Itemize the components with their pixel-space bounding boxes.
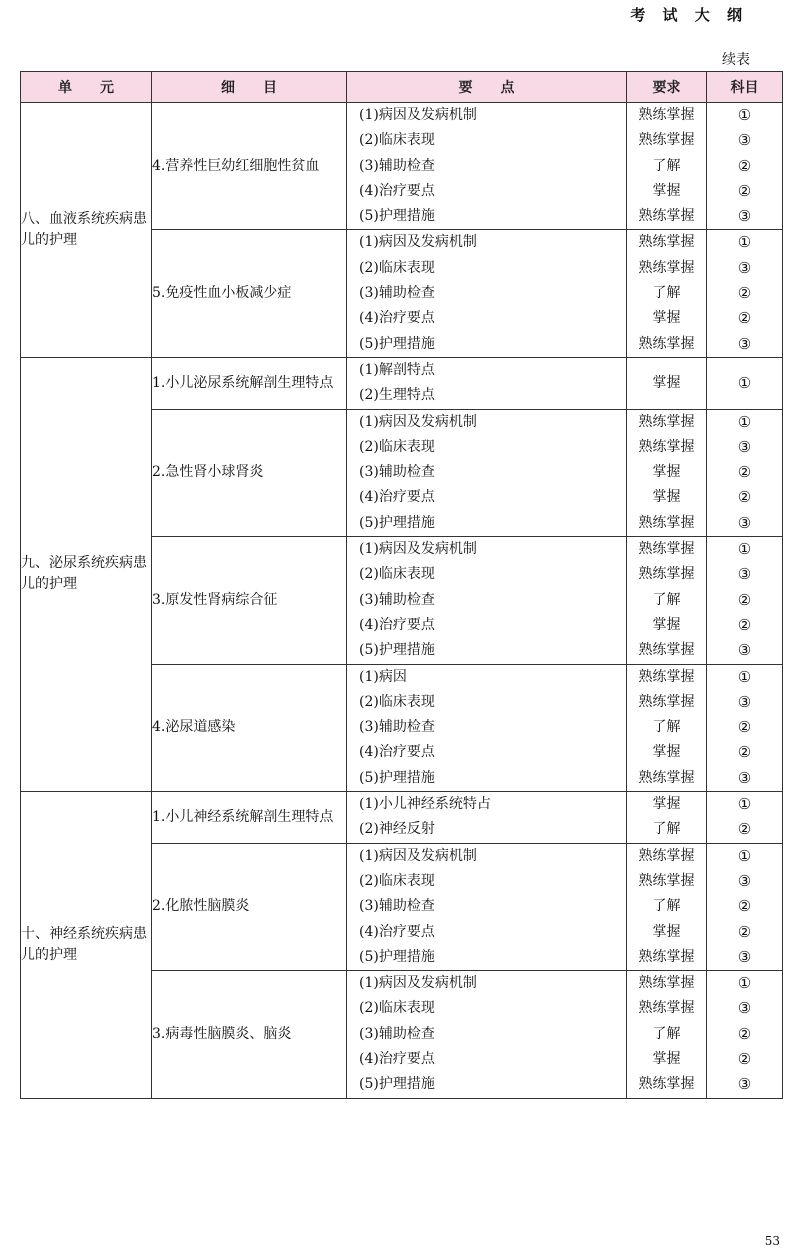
requirement-line: 了解 [652, 1025, 681, 1042]
item-cell: 4.泌尿道感染 [152, 664, 347, 791]
requirement-line: 熟练掌握 [638, 234, 695, 251]
point-line: (4)治疗要点 [359, 616, 435, 633]
subject-line: ① [737, 667, 752, 686]
point-line: (2)临床表现 [359, 1000, 435, 1017]
subject-line: ③ [737, 565, 752, 584]
requirement-cell [627, 537, 707, 664]
subject-line: ③ [737, 131, 752, 150]
column-header-item: 细 目 [152, 72, 347, 103]
subject-line: ③ [737, 768, 752, 787]
point-line: (4)治疗要点 [359, 744, 435, 761]
subject-line: ① [737, 106, 752, 124]
requirement-line: 掌握 [652, 310, 681, 327]
point-line: (1)病因及发病机制 [359, 847, 477, 864]
requirement-line: 熟练掌握 [638, 1076, 695, 1093]
point-line: (2)临床表现 [359, 259, 435, 276]
requirement-line: 熟练掌握 [638, 1000, 695, 1017]
points-cell [347, 409, 627, 536]
point-line: (4)治疗要点 [359, 489, 435, 506]
requirement-line: 掌握 [652, 1050, 681, 1067]
point-line: (4)治疗要点 [359, 1050, 435, 1067]
point-line: (2)临床表现 [359, 566, 435, 583]
subject-line: ② [737, 615, 752, 634]
requirement-line: 掌握 [652, 923, 681, 940]
requirement-line: 熟练掌握 [638, 566, 695, 583]
subject-line: ② [737, 743, 752, 762]
point-line: (4)治疗要点 [359, 310, 435, 327]
requirement-cell [627, 843, 707, 970]
point-line: (1)病因及发病机制 [359, 975, 477, 992]
item-cell: 3.原发性肾病综合征 [152, 537, 347, 664]
subject-line: ② [737, 590, 752, 609]
subject-line: ② [737, 156, 752, 175]
point-line: (5)护理措施 [359, 208, 435, 225]
item-cell: 2.急性肾小球肾炎 [152, 409, 347, 536]
column-header-unit: 单 元 [21, 72, 152, 103]
subject-line: ② [737, 181, 752, 200]
requirement-line: 熟练掌握 [638, 438, 695, 455]
subject-line: ① [737, 795, 752, 814]
subject-line: ① [737, 373, 752, 392]
requirement-line: 熟练掌握 [638, 872, 695, 889]
point-line: (3)辅助检查 [359, 1025, 435, 1042]
requirement-line: 熟练掌握 [638, 975, 695, 992]
requirement-cell [627, 971, 707, 1098]
subject-line: ① [737, 540, 752, 559]
subject-line: ② [737, 1049, 752, 1068]
requirement-cell [627, 230, 707, 357]
continued-label: 续表 [722, 52, 750, 68]
item-cell: 4.营养性巨幼红细胞性贫血 [152, 103, 347, 230]
point-line: (1)小儿神经系统特占 [359, 796, 491, 813]
requirement-cell [627, 664, 707, 791]
unit-cell: 八、血液系统疾病患儿的护理 [21, 103, 152, 358]
point-line: (5)护理措施 [359, 642, 435, 659]
subject-line: ③ [737, 437, 752, 456]
point-line: (3)辅助检查 [359, 898, 435, 915]
subject-line: ③ [737, 999, 752, 1018]
requirement-line: 熟练掌握 [638, 693, 695, 710]
requirement-line: 熟练掌握 [638, 107, 695, 123]
point-line: (2)临床表现 [359, 693, 435, 710]
point-line: (5)护理措施 [359, 514, 435, 531]
subject-line: ① [737, 412, 752, 431]
requirement-line: 了解 [652, 157, 681, 174]
requirement-line: 熟练掌握 [638, 132, 695, 149]
point-line: (1)病因及发病机制 [359, 413, 477, 430]
subject-cell [707, 843, 783, 970]
table-row [21, 792, 783, 844]
requirement-line: 掌握 [652, 744, 681, 761]
column-header-points: 要 点 [347, 72, 627, 103]
points-cell [347, 971, 627, 1098]
subject-line: ③ [737, 1075, 752, 1094]
subject-line: ② [737, 897, 752, 916]
subject-line: ③ [737, 641, 752, 660]
point-line: (1)病因及发病机制 [359, 107, 477, 123]
subject-line: ③ [737, 258, 752, 277]
point-line: (2)神经反射 [359, 821, 435, 838]
point-line: (1)解剖特点 [359, 361, 435, 378]
requirement-line: 熟练掌握 [638, 335, 695, 352]
subject-line: ① [737, 233, 752, 252]
requirement-line: 了解 [652, 591, 681, 608]
requirement-line: 掌握 [652, 182, 681, 199]
unit-cell: 十、神经系统疾病患儿的护理 [21, 792, 152, 1099]
subject-line: ② [737, 488, 752, 507]
column-header-requirement: 要求 [627, 72, 707, 103]
item-cell: 5.免疫性血小板减少症 [152, 230, 347, 357]
points-cell [347, 103, 627, 230]
point-line: (3)辅助检查 [359, 591, 435, 608]
requirement-cell [627, 792, 707, 844]
item-cell: 1.小儿泌尿系统解剖生理特点 [152, 357, 347, 409]
requirement-cell [627, 103, 707, 230]
item-cell: 1.小儿神经系统解剖生理特点 [152, 792, 347, 844]
points-cell [347, 357, 627, 409]
subject-line: ② [737, 309, 752, 328]
requirement-line: 熟练掌握 [638, 847, 695, 864]
subject-line: ③ [737, 947, 752, 966]
item-cell: 3.病毒性脑膜炎、脑炎 [152, 971, 347, 1098]
table-header-row [21, 72, 783, 103]
points-cell [347, 537, 627, 664]
syllabus-table [20, 71, 783, 1099]
point-line: (2)临床表现 [359, 872, 435, 889]
points-cell [347, 664, 627, 791]
subject-cell [707, 664, 783, 791]
requirement-line: 熟练掌握 [638, 769, 695, 786]
requirement-line: 了解 [652, 898, 681, 915]
requirement-line: 掌握 [652, 464, 681, 481]
subject-cell [707, 971, 783, 1098]
requirement-line: 熟练掌握 [638, 948, 695, 965]
points-cell [347, 792, 627, 844]
requirement-line: 掌握 [652, 796, 681, 813]
requirement-line: 熟练掌握 [638, 208, 695, 225]
subject-line: ③ [737, 207, 752, 226]
point-line: (2)临床表现 [359, 132, 435, 149]
requirement-line: 熟练掌握 [638, 259, 695, 276]
column-header-subject: 科目 [707, 72, 783, 103]
subject-cell [707, 357, 783, 409]
requirement-line: 熟练掌握 [638, 668, 695, 685]
requirement-line: 熟练掌握 [638, 514, 695, 531]
subject-line: ③ [737, 513, 752, 532]
subject-cell [707, 792, 783, 844]
item-cell: 2.化脓性脑膜炎 [152, 843, 347, 970]
unit-cell: 九、泌尿系统疾病患儿的护理 [21, 357, 152, 791]
requirement-line: 熟练掌握 [638, 413, 695, 430]
table-row [21, 103, 783, 230]
point-line: (2)生理特点 [359, 387, 435, 404]
subject-line: ② [737, 284, 752, 303]
point-line: (5)护理措施 [359, 948, 435, 965]
requirement-line: 掌握 [652, 374, 681, 391]
requirement-line: 了解 [652, 285, 681, 302]
table-body [21, 103, 783, 1099]
subject-cell [707, 409, 783, 536]
requirement-line: 熟练掌握 [638, 642, 695, 659]
requirement-line: 掌握 [652, 489, 681, 506]
subject-line: ③ [737, 692, 752, 711]
point-line: (3)辅助检查 [359, 157, 435, 174]
point-line: (1)病因 [359, 668, 407, 685]
requirement-line: 熟练掌握 [638, 541, 695, 558]
point-line: (4)治疗要点 [359, 923, 435, 940]
subject-line: ① [737, 974, 752, 993]
point-line: (3)辅助检查 [359, 719, 435, 736]
point-line: (2)临床表现 [359, 438, 435, 455]
subject-line: ② [737, 463, 752, 482]
requirement-line: 了解 [652, 719, 681, 736]
requirement-line: 了解 [652, 821, 681, 838]
table-row [21, 357, 783, 409]
point-line: (3)辅助检查 [359, 285, 435, 302]
subject-cell [707, 230, 783, 357]
requirement-line: 掌握 [652, 616, 681, 633]
subject-line: ③ [737, 334, 752, 353]
subject-line: ② [737, 718, 752, 737]
point-line: (4)治疗要点 [359, 182, 435, 199]
subject-line: ③ [737, 871, 752, 890]
point-line: (1)病因及发病机制 [359, 541, 477, 558]
points-cell [347, 230, 627, 357]
point-line: (1)病因及发病机制 [359, 234, 477, 251]
point-line: (5)护理措施 [359, 1076, 435, 1093]
subject-line: ② [737, 820, 752, 839]
subject-cell [707, 103, 783, 230]
point-line: (5)护理措施 [359, 335, 435, 352]
subject-line: ② [737, 1024, 752, 1043]
points-cell [347, 843, 627, 970]
point-line: (3)辅助检查 [359, 464, 435, 481]
subject-line: ① [737, 846, 752, 865]
subject-cell [707, 537, 783, 664]
page-number: 53 [764, 1234, 780, 1248]
requirement-cell [627, 409, 707, 536]
requirement-cell [627, 357, 707, 409]
subject-line: ② [737, 922, 752, 941]
header-title: 考 试 大 纲 [630, 6, 748, 24]
point-line: (5)护理措施 [359, 769, 435, 786]
